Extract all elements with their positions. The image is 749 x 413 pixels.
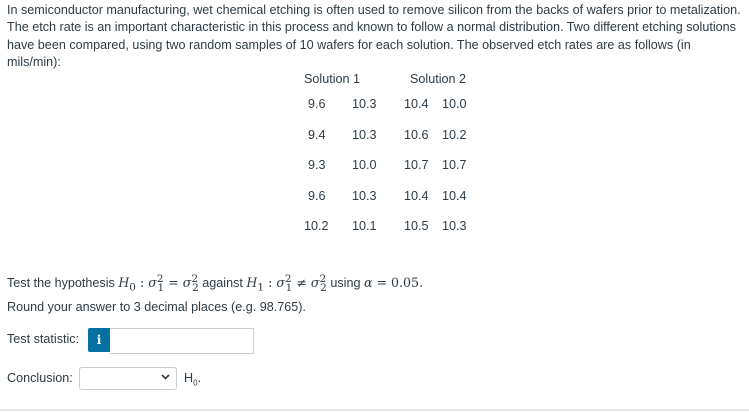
table-cell: 10.3: [442, 219, 467, 234]
table-cell: 10.3: [352, 188, 377, 203]
table-cell: 10.7: [404, 158, 429, 173]
alt-hypothesis-formula: $H_1$ : $\sigma^2_1 \ne \sigma^2_2$: [246, 273, 327, 294]
info-icon[interactable]: i: [88, 328, 110, 352]
table-cell: 10.3: [352, 127, 377, 142]
table-cell: 10.4: [404, 97, 429, 112]
conclusion-suffix: [184, 371, 201, 388]
solution-2-header: Solution 2: [410, 72, 467, 86]
hypothesis-statement: [7, 273, 423, 294]
table-row: [296, 150, 467, 181]
table-cell: 10.2: [304, 219, 329, 234]
table-cell: 10.6: [404, 127, 429, 142]
table-cell: 9.6: [308, 97, 326, 112]
table-row: [296, 181, 467, 212]
h-symbol: H: [184, 371, 194, 385]
table-row: [296, 89, 467, 120]
hypothesis-lead-text: Test the hypothesis: [7, 276, 115, 291]
test-statistic-input[interactable]: [110, 328, 254, 354]
table-row: [296, 211, 467, 242]
alpha-value: 0.05.: [391, 275, 424, 291]
table-cell: 10.0: [442, 97, 467, 112]
solution-1-header: Solution 1: [304, 72, 361, 86]
conclusion-select[interactable]: [79, 367, 177, 390]
table-cell: 10.1: [352, 219, 377, 234]
using-text: using: [330, 276, 361, 291]
table-cell: 10.4: [404, 188, 429, 203]
problem-intro: In semiconductor manufacturing, wet chemical etching is often used to remove silicon from the backs of wafers prior to metalization. The etch rate is an important characteristic in this process and known to follow a normal distribution. Two different etching solutions have been compared, using two random samples of 10 wafers for each solution. The observed etch rates are as follows (in mils/min):: [7, 3, 741, 69]
test-statistic-label: Test statistic:: [7, 332, 80, 346]
chevron-down-icon: [161, 374, 170, 380]
table-cell: 10.4: [442, 188, 467, 203]
conclusion-label: Conclusion:: [7, 371, 73, 385]
table-cell: 10.2: [442, 127, 467, 142]
table-cell: 9.6: [308, 188, 326, 203]
period: .: [197, 371, 202, 385]
table-row: [296, 120, 467, 151]
against-text: against: [202, 276, 243, 291]
etch-rate-table: [296, 69, 467, 242]
alpha-formula: α = 0.05.: [363, 275, 424, 291]
rounding-instruction: Round your answer to 3 decimal places (e.g. 98.765).: [7, 300, 306, 314]
table-cell: 9.4: [308, 127, 326, 142]
table-cell: 10.3: [352, 97, 377, 112]
divider: [0, 409, 749, 411]
h-subscript: 0: [193, 378, 198, 388]
table-cell: 10.0: [352, 158, 377, 173]
table-cell: 9.3: [308, 158, 326, 173]
table-cell: 10.7: [442, 158, 467, 173]
table-cell: 10.5: [404, 219, 429, 234]
null-hypothesis-formula: $H_0$ : $\sigma^2_1 = \sigma^2_2$: [118, 273, 199, 294]
